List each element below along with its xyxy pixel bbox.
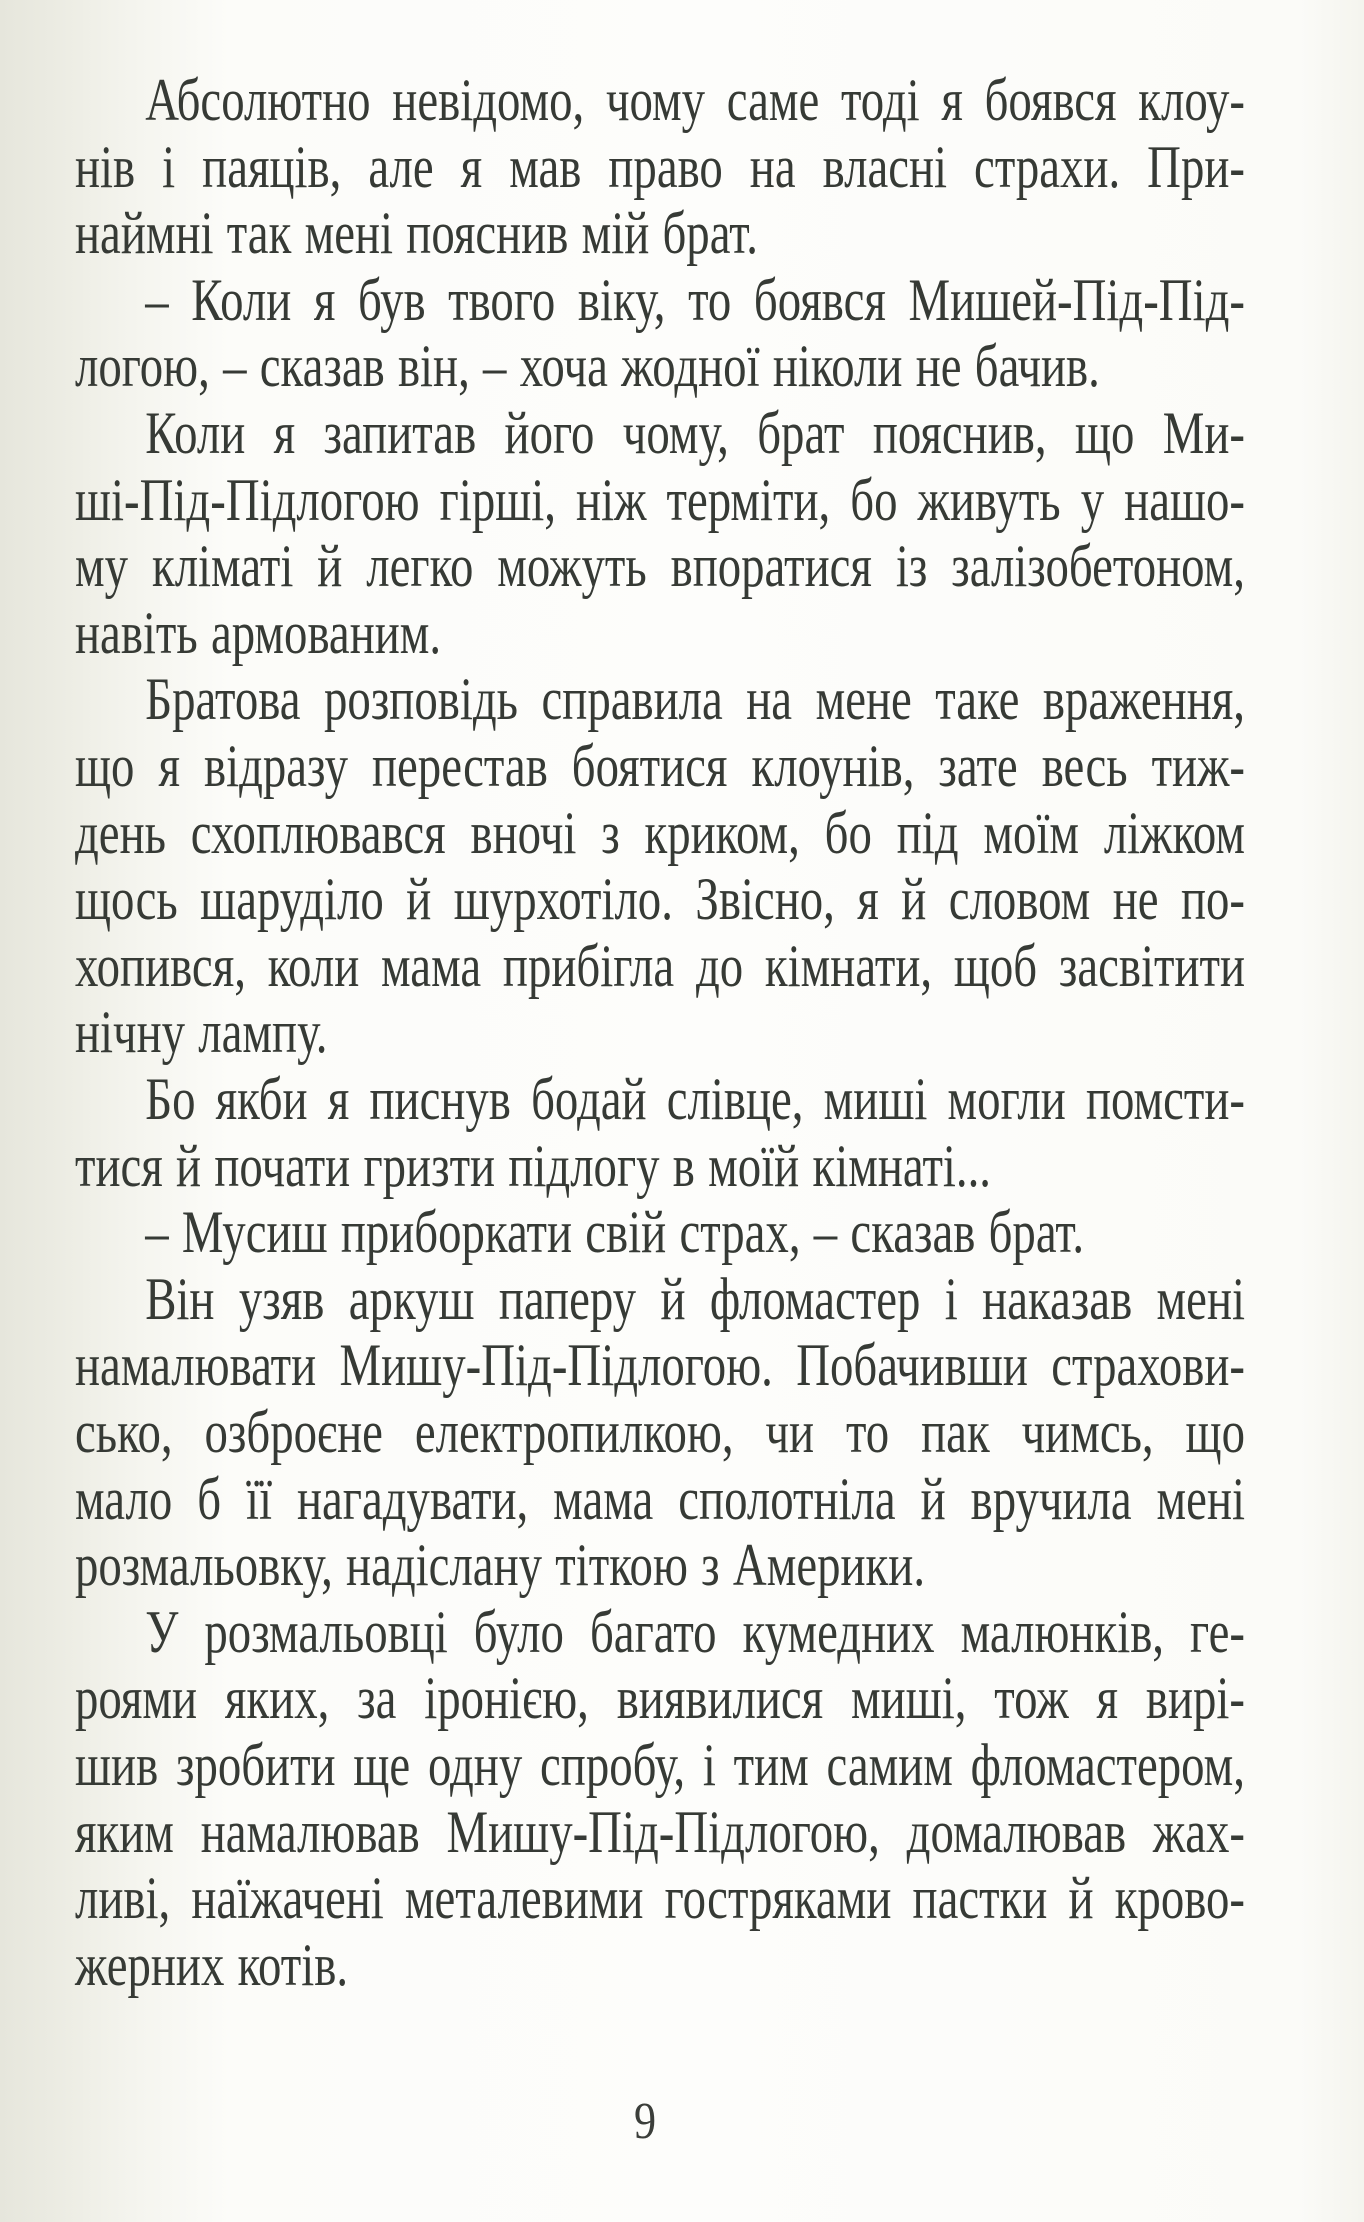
text-line: – Коли я був твого віку, то боявся Мишей-Під-Під-	[145, 267, 1246, 333]
page-number: 9	[633, 2093, 657, 2150]
text-line: У розмальовці було багато кумедних малюнків, ге-	[145, 1599, 1246, 1665]
text-line: сько, озброєне електропилкою, чи то пак чимсь, що	[75, 1399, 1245, 1465]
text-line: Коли я запитав його чому, брат пояснив, що Ми-	[145, 400, 1246, 466]
text-line: розмальовку, надіслану тіткою з Америки.	[75, 1532, 926, 1598]
text-line: намалювати Мишу-Під-Підлогою. Побачивши страхови-	[75, 1332, 1245, 1398]
text-line: Абсолютно невідомо, чому саме тоді я боявся клоу-	[145, 67, 1246, 133]
text-line: – Мусиш приборкати свій страх, – сказав брат.	[145, 1199, 1085, 1265]
text-line: тися й почати гризти підлогу в моїй кімнаті...	[75, 1133, 992, 1199]
text-line: ливі, наїжачені металевими гостряками пастки й крово-	[75, 1865, 1245, 1931]
text-line: наймні так мені пояснив мій брат.	[75, 200, 758, 266]
text-line: що я відразу перестав боятися клоунів, зате весь тиж-	[75, 733, 1245, 799]
text-line: навіть армованим.	[75, 600, 442, 666]
text-line: Він узяв аркуш паперу й фломастер і наказав мені	[145, 1266, 1246, 1332]
text-line: логою, – сказав він, – хоча жодної ніколи не бачив.	[75, 333, 1100, 399]
text-line: хопився, коли мама прибігла до кімнати, щоб засвітити	[75, 933, 1245, 999]
text-line: нів і паяців, але я мав право на власні страхи. При-	[75, 134, 1245, 200]
text-line: шив зробити ще одну спробу, і тим самим фломастером,	[75, 1732, 1245, 1798]
text-line: Бо якби я писнув бодай слівце, миші могли помсти-	[145, 1066, 1246, 1132]
text-line: щось шаруділо й шурхотіло. Звісно, я й словом не по-	[75, 866, 1245, 932]
text-line: жерних котів.	[75, 1932, 349, 1998]
text-line: му кліматі й легко можуть впоратися із залізобетоном,	[75, 533, 1245, 599]
text-line: мало б її нагадувати, мама сполотніла й вручила мені	[75, 1466, 1245, 1532]
text-line: ші-Під-Підлогою гірші, ніж терміти, бо живуть у нашо-	[75, 467, 1245, 533]
text-line: Братова розповідь справила на мене таке враження,	[145, 666, 1246, 732]
text-line: день схоплювався вночі з криком, бо під моїм ліжком	[75, 800, 1245, 866]
text-line: роями яких, за іронією, виявилися миші, тож я вирі-	[75, 1665, 1245, 1731]
text-line: нічну лампу.	[75, 999, 328, 1065]
text-line: яким намалював Мишу-Під-Підлогою, домалював жах-	[75, 1799, 1245, 1865]
